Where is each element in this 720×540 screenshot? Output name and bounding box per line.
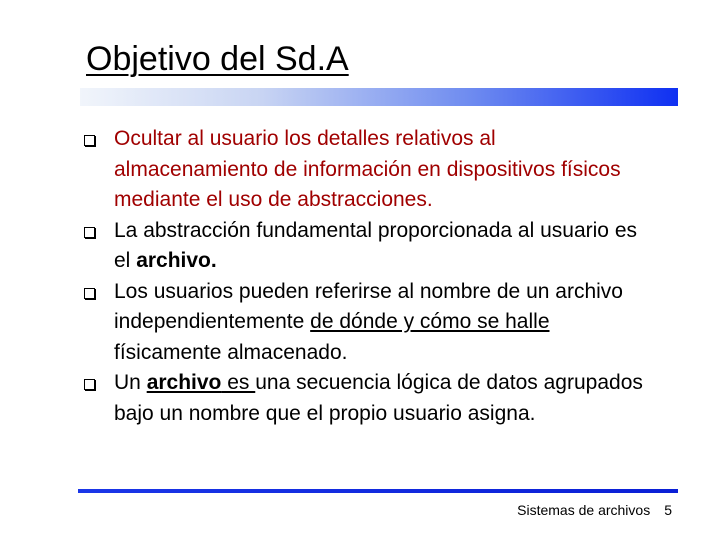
- square-bullet-icon: [84, 135, 95, 146]
- bullet-2-bold-term: archivo.: [136, 249, 217, 272]
- bullet-1-text: Ocultar al usuario los detalles relativos al almacenamiento de información en dispositivos físicos mediante el uso de abstracciones.: [114, 127, 621, 211]
- bullet-item-3: [84, 277, 644, 369]
- bullet-4-text-end: una secuencia lógica de datos agrupados bajo un nombre que el propio usuario asigna.: [114, 371, 643, 425]
- slide-title: Objetivo del Sd.A: [86, 40, 349, 78]
- slide-footer: [517, 502, 672, 518]
- bullet-4-text: Un: [114, 371, 147, 394]
- bullet-4-underlined: es: [221, 371, 256, 394]
- bullet-3-text-end: físicamente almacenado.: [114, 340, 348, 364]
- footer-label: Sistemas de archivos: [517, 502, 651, 518]
- bullet-2-text: La abstracción fundamental proporcionada al usuario es el: [114, 218, 638, 272]
- title-gradient-bar: [80, 88, 678, 106]
- square-bullet-icon: [84, 379, 95, 390]
- bullet-item-4: [84, 368, 644, 429]
- page-number: 5: [664, 502, 672, 518]
- bullet-4-bold-term: archivo: [146, 371, 222, 394]
- bullet-item-1: [84, 124, 644, 216]
- bullet-item-2: [84, 216, 644, 277]
- square-bullet-icon: [84, 288, 95, 299]
- bullet-list: [84, 124, 644, 429]
- bullet-3-text: Los usuarios pueden referirse al nombre de un archivo independientemente: [114, 279, 623, 333]
- bullet-3-underlined: de dónde y cómo se halle: [310, 310, 550, 333]
- square-bullet-icon: [84, 227, 95, 238]
- footer-rule: [78, 489, 678, 493]
